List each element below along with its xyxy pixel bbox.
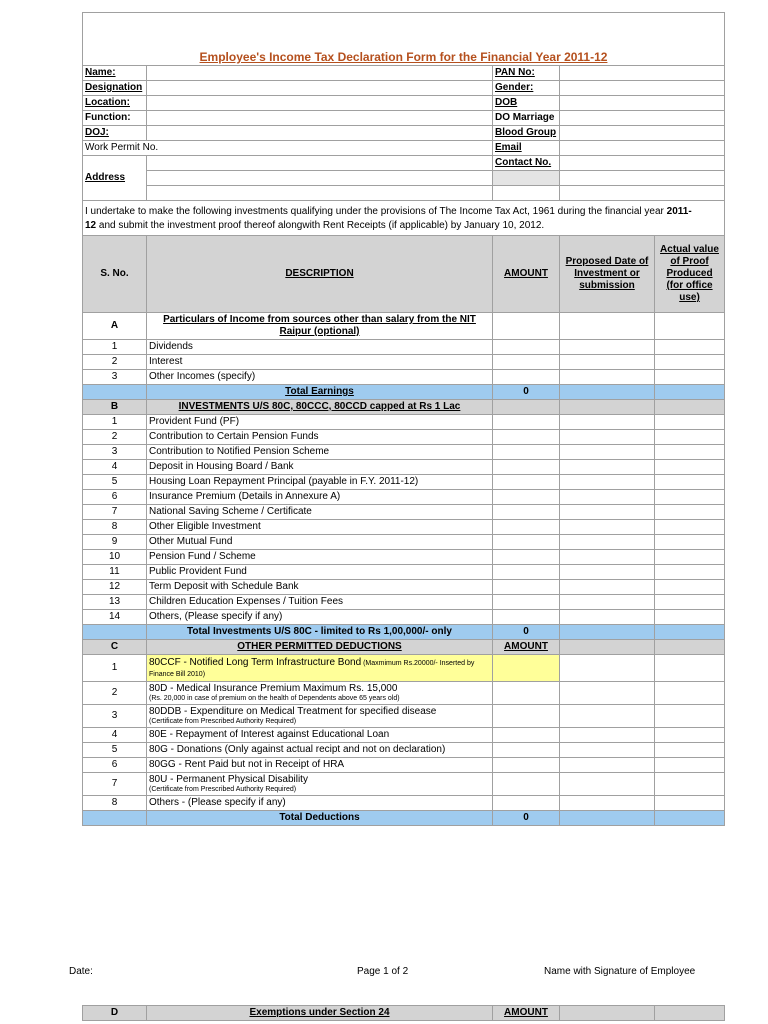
amount-cell[interactable] [493, 445, 560, 460]
table-row [83, 595, 725, 610]
section-c-code: C [83, 640, 147, 655]
name-label: Name: [83, 66, 147, 81]
pan-label: PAN No: [493, 66, 560, 81]
doj-value[interactable] [147, 126, 493, 141]
item-number: 13 [83, 595, 147, 610]
proposed-date-cell[interactable] [560, 355, 655, 370]
item-description: Children Education Expenses / Tuition Fees [147, 595, 493, 610]
amount-header: AMOUNT [493, 236, 560, 313]
item-description: Other Mutual Fund [147, 535, 493, 550]
actual-value-cell[interactable] [655, 610, 725, 625]
item-number: 3 [83, 445, 147, 460]
actual-value-cell[interactable] [655, 355, 725, 370]
deduction-80ccf-amount[interactable] [493, 655, 560, 682]
footer-page-number: Page 1 of 2 [357, 966, 409, 977]
section-c-title: OTHER PERMITTED DEDUCTIONS [147, 640, 493, 655]
footer-date: Date: [69, 966, 93, 977]
deduction-80d: 80D - Medical Insurance Premium Maximum Rs. 15,000 (Rs. 20,000 in case of premium on the health of Dependents above 65 years old) [147, 682, 493, 705]
amount-cell[interactable] [493, 430, 560, 445]
table-row [83, 580, 725, 595]
amount-cell[interactable] [493, 535, 560, 550]
footer-signature: Name with Signature of Employee [544, 966, 696, 977]
location-label: Location: [83, 96, 147, 111]
item-number: 2 [83, 430, 147, 445]
item-number: 11 [83, 565, 147, 580]
item-number: 4 [83, 460, 147, 475]
amount-cell[interactable] [493, 415, 560, 430]
amount-cell[interactable] [493, 490, 560, 505]
table-row: 3 80DDB - Expenditure on Medical Treatment for specified disease (Certificate from Prescribed Authority Required) [83, 705, 725, 728]
declaration-table [82, 12, 725, 826]
section-d-code: D [83, 1006, 147, 1021]
undertaking-text: I undertake to make the following investments qualifying under the provisions of The Income Tax Act, 1961 during the financial year 2011- 12 and submit the investment proof thereof alongwith Rent Receipts (if applicable) by January 10, 2012. [83, 201, 725, 236]
blood-group-label: Blood Group [493, 126, 560, 141]
deduction-80u: 80U - Permanent Physical Disability (Certificate from Prescribed Authority Required) [147, 773, 493, 796]
item-description: Term Deposit with Schedule Bank [147, 580, 493, 595]
function-label: Function: [83, 111, 147, 126]
total-earnings-value: 0 [493, 385, 560, 400]
proposed-date-cell[interactable] [560, 520, 655, 535]
item-description: Dividends [147, 340, 493, 355]
do-marriage-value[interactable] [560, 111, 725, 126]
actual-value-cell[interactable] [655, 550, 725, 565]
item-number: 7 [83, 505, 147, 520]
table-row: 7 80U - Permanent Physical Disability (Certificate from Prescribed Authority Required) [83, 773, 725, 796]
table-row [83, 415, 725, 430]
proposed-date-cell[interactable] [560, 415, 655, 430]
actual-value-header: Actual value of Proof Produced (for office use) [655, 236, 725, 313]
table-row: 5 80G - Donations (Only against actual recipt and not on declaration) [83, 743, 725, 758]
table-row [83, 475, 725, 490]
table-row [83, 490, 725, 505]
item-description: Contribution to Certain Pension Funds [147, 430, 493, 445]
proposed-date-cell[interactable] [560, 340, 655, 355]
proposed-date-cell[interactable] [560, 580, 655, 595]
item-number: 6 [83, 490, 147, 505]
item-description: Contribution to Notified Pension Scheme [147, 445, 493, 460]
deduction-80e: 80E - Repayment of Interest against Educational Loan [147, 728, 493, 743]
designation-value[interactable] [147, 81, 493, 96]
email-value[interactable] [560, 141, 725, 156]
table-row: 6 80GG - Rent Paid but not in Receipt of HRA [83, 758, 725, 773]
amount-cell[interactable] [493, 460, 560, 475]
item-number: 9 [83, 535, 147, 550]
actual-value-cell[interactable] [655, 415, 725, 430]
actual-value-cell[interactable] [655, 505, 725, 520]
amount-cell[interactable] [493, 355, 560, 370]
declaration-form-page1 [82, 12, 724, 826]
item-number: 2 [83, 355, 147, 370]
amount-cell[interactable] [493, 580, 560, 595]
amount-cell[interactable] [493, 595, 560, 610]
total-earnings-label: Total Earnings [147, 385, 493, 400]
table-row [83, 460, 725, 475]
amount-cell[interactable] [493, 550, 560, 565]
section-b-code: B [83, 400, 147, 415]
address-line-3[interactable] [147, 186, 493, 201]
section-a-title: Particulars of Income from sources other than salary from the NIT Raipur (optional) [147, 313, 493, 340]
section-d-table [82, 1005, 725, 1021]
item-description: Provident Fund (PF) [147, 415, 493, 430]
designation-label: Designation [83, 81, 147, 96]
deduction-80ddb: 80DDB - Expenditure on Medical Treatment for specified disease (Certificate from Prescribed Authority Required) [147, 705, 493, 728]
declaration-form-page2 [82, 1005, 724, 1021]
do-marriage-label: DO Marriage [493, 111, 560, 126]
sno-header: S. No. [83, 236, 147, 313]
address-label: Address [83, 156, 147, 201]
item-number: 1 [83, 415, 147, 430]
contact-value[interactable] [560, 156, 725, 171]
actual-value-cell[interactable] [655, 535, 725, 550]
table-row [83, 370, 725, 385]
actual-value-cell[interactable] [655, 490, 725, 505]
amount-cell[interactable] [493, 475, 560, 490]
location-value[interactable] [147, 96, 493, 111]
item-number: 5 [83, 475, 147, 490]
proposed-date-cell[interactable] [560, 565, 655, 580]
table-row [83, 520, 725, 535]
item-description: Pension Fund / Scheme [147, 550, 493, 565]
item-description: Deposit in Housing Board / Bank [147, 460, 493, 475]
deduction-80ccf: 80CCF - Notified Long Term Infrastructure Bond (Maxmimum Rs.20000/- Inserted by Finance Bill 2010) [147, 655, 493, 682]
actual-value-cell[interactable] [655, 460, 725, 475]
table-row [83, 505, 725, 520]
proposed-date-cell[interactable] [560, 460, 655, 475]
section-d-title: Exemptions under Section 24 [147, 1006, 493, 1021]
table-row [83, 355, 725, 370]
actual-value-cell[interactable] [655, 370, 725, 385]
total-investments-value: 0 [493, 625, 560, 640]
deduction-others: Others - (Please specify if any) [147, 796, 493, 811]
table-row [83, 610, 725, 625]
item-number: 1 [83, 340, 147, 355]
table-row [83, 565, 725, 580]
item-description: Interest [147, 355, 493, 370]
item-description: Insurance Premium (Details in Annexure A) [147, 490, 493, 505]
pan-value[interactable] [560, 66, 725, 81]
actual-value-cell[interactable] [655, 565, 725, 580]
table-row [83, 445, 725, 460]
table-row: 2 80D - Medical Insurance Premium Maximum Rs. 15,000 (Rs. 20,000 in case of premium on the health of Dependents above 65 years old) [83, 682, 725, 705]
address-line-1[interactable] [147, 156, 493, 171]
proposed-date-cell[interactable] [560, 550, 655, 565]
proposed-date-cell[interactable] [560, 505, 655, 520]
item-description: Other Eligible Investment [147, 520, 493, 535]
amount-cell[interactable] [493, 610, 560, 625]
item-description: Housing Loan Repayment Principal (payable in F.Y. 2011-12) [147, 475, 493, 490]
gender-value[interactable] [560, 81, 725, 96]
actual-value-cell[interactable] [655, 520, 725, 535]
proposed-date-cell[interactable] [560, 610, 655, 625]
proposed-date-cell[interactable] [560, 430, 655, 445]
table-row: 1 80CCF - Notified Long Term Infrastructure Bond (Maxmimum Rs.20000/- Inserted by Finance Bill 2010) [83, 655, 725, 682]
actual-value-cell[interactable] [655, 580, 725, 595]
proposed-date-cell[interactable] [560, 595, 655, 610]
gender-label: Gender: [493, 81, 560, 96]
item-description: National Saving Scheme / Certificate [147, 505, 493, 520]
proposed-date-cell[interactable] [560, 490, 655, 505]
address-line-2[interactable] [147, 171, 493, 186]
blood-group-value[interactable] [560, 126, 725, 141]
actual-value-cell[interactable] [655, 445, 725, 460]
contact-label: Contact No. [493, 156, 560, 171]
proposed-date-cell[interactable] [560, 475, 655, 490]
item-number: 12 [83, 580, 147, 595]
email-label: Email [493, 141, 560, 156]
amount-cell[interactable] [493, 520, 560, 535]
amount-cell[interactable] [493, 370, 560, 385]
dob-value[interactable] [560, 96, 725, 111]
proposed-date-cell[interactable] [560, 370, 655, 385]
item-description: Others, (Please specify if any) [147, 610, 493, 625]
total-deductions-label: Total Deductions [147, 811, 493, 826]
doj-label: DOJ: [83, 126, 147, 141]
description-header: DESCRIPTION [147, 236, 493, 313]
actual-value-cell[interactable] [655, 475, 725, 490]
section-b-title: INVESTMENTS U/S 80C, 80CCC, 80CCD capped at Rs 1 Lac [147, 400, 493, 415]
item-number: 10 [83, 550, 147, 565]
total-deductions-value: 0 [493, 811, 560, 826]
section-a-code: A [83, 313, 147, 340]
item-description: Public Provident Fund [147, 565, 493, 580]
proposed-date-header: Proposed Date of Investment or submission [560, 236, 655, 313]
deduction-80gg: 80GG - Rent Paid but not in Receipt of HRA [147, 758, 493, 773]
table-row: 8 Others - (Please specify if any) [83, 796, 725, 811]
proposed-date-cell[interactable] [560, 535, 655, 550]
work-permit-label: Work Permit No. [83, 141, 493, 156]
function-value[interactable] [147, 111, 493, 126]
deduction-80g: 80G - Donations (Only against actual recipt and not on declaration) [147, 743, 493, 758]
proposed-date-cell[interactable] [560, 445, 655, 460]
section-c-amount-header: AMOUNT [493, 640, 560, 655]
table-row [83, 535, 725, 550]
actual-value-cell[interactable] [655, 595, 725, 610]
item-number: 3 [83, 370, 147, 385]
name-value[interactable] [147, 66, 493, 81]
total-investments-label: Total Investments U/S 80C - limited to Rs 1,00,000/- only [147, 625, 493, 640]
table-row [83, 550, 725, 565]
amount-cell[interactable] [493, 340, 560, 355]
item-description: Other Incomes (specify) [147, 370, 493, 385]
form-title: Employee's Income Tax Declaration Form for the Financial Year 2011-12 [83, 13, 725, 66]
item-number: 14 [83, 610, 147, 625]
amount-cell[interactable] [493, 505, 560, 520]
actual-value-cell[interactable] [655, 430, 725, 445]
dob-label: DOB [493, 96, 560, 111]
table-row [83, 340, 725, 355]
actual-value-cell[interactable] [655, 340, 725, 355]
table-row [83, 430, 725, 445]
table-row: 4 80E - Repayment of Interest against Educational Loan [83, 728, 725, 743]
amount-cell[interactable] [493, 565, 560, 580]
item-number: 8 [83, 520, 147, 535]
section-d-amount-header: AMOUNT [493, 1006, 560, 1021]
